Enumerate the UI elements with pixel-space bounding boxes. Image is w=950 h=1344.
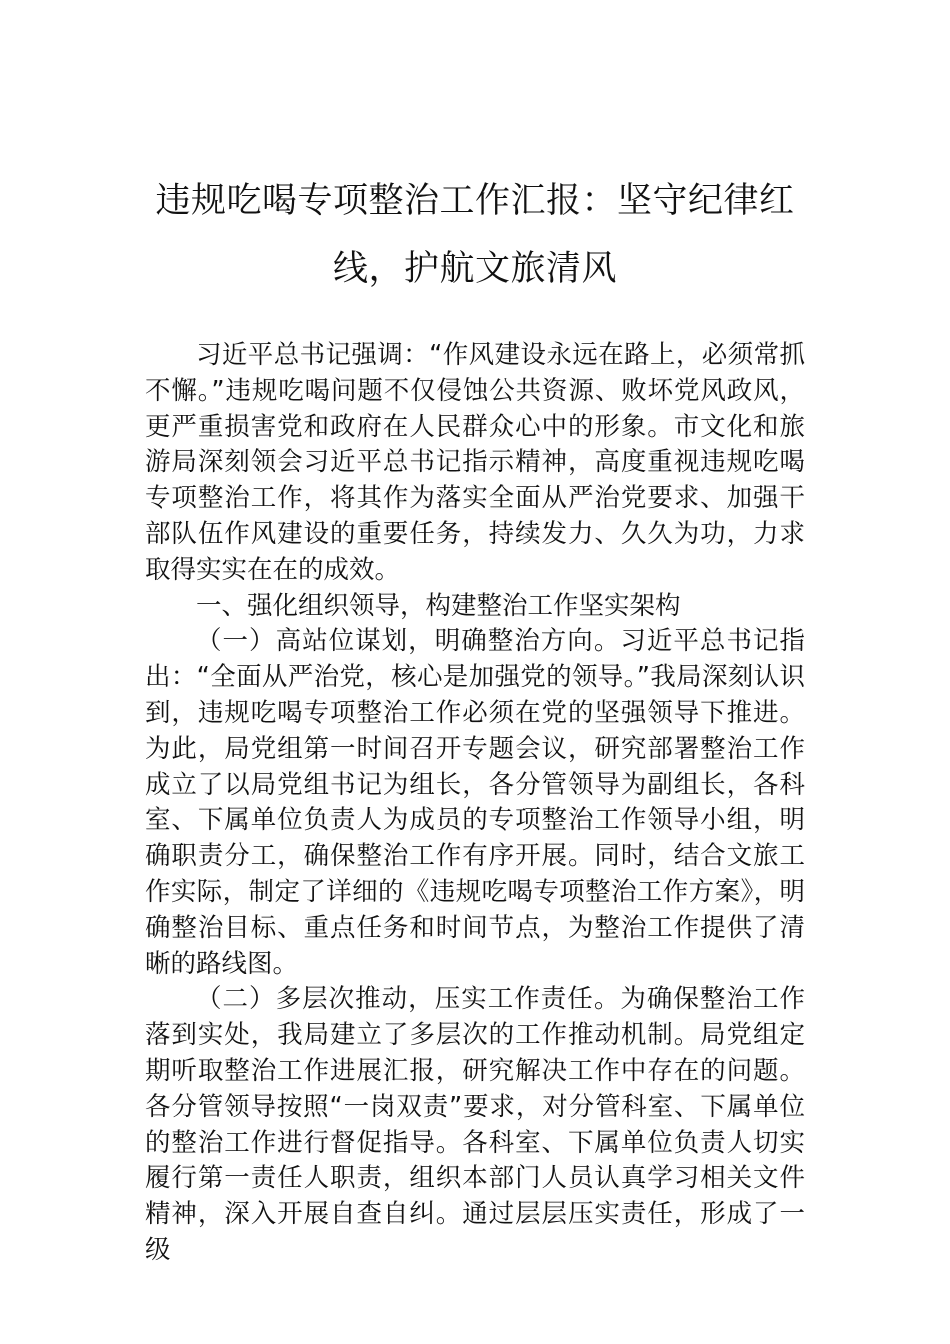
document-title-line-2: 线，护航文旅清风	[332, 249, 617, 289]
document-body	[145, 338, 805, 1269]
intro-paragraph: 习近平总书记强调：“作风建设永远在路上，必须常抓不懈。”违规吃喝问题不仅侵蚀公共资源、败坏党风政风，更严重损害党和政府在人民群众心中的形象。市文化和旅游局深刻领会习近平总书记指示精神，高度重视违规吃喝专项整治工作，将其作为落实全面从严治党要求、加强干部队伍作风建设的重要任务，持续发力、久久为功，力求取得实实在在的成效。	[145, 340, 805, 585]
section-heading-1: 一、强化组织领导，构建整治工作坚实架构	[196, 590, 681, 621]
subsection-paragraph-2: （二）多层次推动，压实工作责任。为确保整治工作落到实处，我局建立了多层次的工作推动机制。局党组定期听取整治工作进展汇报，研究解决工作中存在的问题。各分管领导按照“一岗双责”要求，对分管科室、下属单位的整治工作进行督促指导。各科室、下属单位负责人切实履行第一责任人职责，组织本部门人员认真学习相关文件精神，深入开展自查自纠。通过层层压实责任，形成了一级	[145, 984, 805, 1265]
subsection-paragraph-1: （一）高站位谋划，明确整治方向。习近平总书记指出：“全面从严治党，核心是加强党的领导。”我局深刻认识到，违规吃喝专项整治工作必须在党的坚强领导下推进。为此，局党组第一时间召开专题会议，研究部署整治工作成立了以局党组书记为组长，各分管领导为副组长，各科室、下属单位负责人为成员的专项整治工作领导小组，明确职责分工，确保整治工作有序开展。同时，结合文旅工作实际，制定了详细的《违规吃喝专项整治工作方案》，明确整治目标、重点任务和时间节点，为整治工作提供了清晰的路线图。	[145, 626, 805, 979]
document-title-line-1: 违规吃喝专项整治工作汇报：坚守纪律红	[155, 181, 795, 221]
